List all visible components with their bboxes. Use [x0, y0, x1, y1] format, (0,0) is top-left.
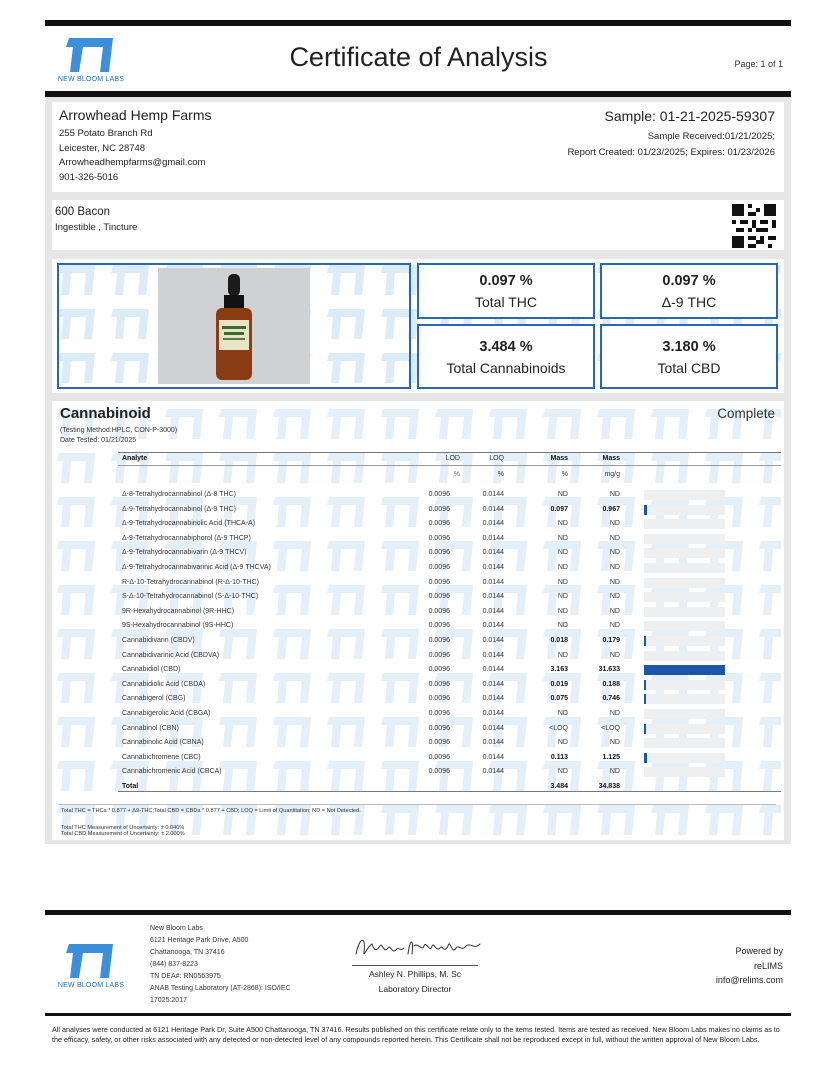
mass-mg-value: ND	[609, 520, 620, 528]
loq-value: 0.0144	[482, 768, 504, 776]
analyte-name: Cannabinol (CBN)	[122, 724, 179, 732]
mass-pct-value: <LOQ	[549, 724, 568, 732]
lod-value: 0.0096	[428, 637, 450, 644]
analyte-name: Δ-9-Tetrahydrocannabiphorol (Δ-9 THCP)	[122, 534, 251, 542]
logo-text: NEW BLOOM LABS	[57, 76, 125, 83]
table-row	[122, 532, 732, 547]
mass-bar-fill	[644, 753, 647, 763]
mass-mg-value: ND	[609, 549, 620, 557]
lod-value: 0.0096	[428, 564, 450, 571]
lab-info-line: Chattanooga, TN 37416	[150, 949, 225, 956]
table-row	[122, 692, 732, 707]
table-row	[122, 722, 732, 737]
col-lod: LOD	[445, 455, 460, 462]
loq-value: 0.0144	[482, 520, 504, 528]
mass-bar-fill	[644, 694, 646, 704]
analyte-name: 9R-Hexahydrocannabinol (9R-HHC)	[122, 607, 235, 615]
lod-value: 0.0096	[428, 622, 450, 630]
client-phone: 901-326-5016	[59, 172, 119, 183]
loq-value: 0.0144	[482, 739, 504, 747]
summary-value: 0.097 %	[479, 273, 533, 289]
lod-value: 0.0096	[428, 491, 450, 498]
mass-bar-track	[644, 665, 725, 675]
lod-value: 0.0096	[428, 768, 450, 776]
loq-value: 0.0144	[482, 505, 504, 513]
analyte-name: Δ-9-Tetrahydrocannabinol (Δ-9 THC)	[122, 505, 237, 513]
summary-label: Total THC	[475, 294, 537, 310]
unit-loq: %	[497, 471, 504, 478]
signer-name: Ashley N. Phillips, M. Sc	[368, 969, 462, 979]
mass-bar-track	[644, 490, 725, 500]
loq-value: 0.0144	[482, 637, 504, 644]
logo-mark-icon	[61, 940, 121, 980]
summary-value: 3.484 %	[479, 339, 533, 355]
footer-logo	[52, 940, 130, 989]
lod-value: 0.0096	[428, 534, 450, 542]
lab-info-line: ANAB Testing Laboratory (AT-2868): ISO/IEC	[150, 985, 291, 992]
loq-value: 0.0144	[482, 695, 504, 703]
unit-mass-mg: mg/g	[604, 471, 620, 478]
lod-value: 0.0096	[428, 753, 450, 761]
mass-pct-value: 0.097	[550, 505, 568, 513]
summary-value: 3.180 %	[662, 339, 716, 355]
lod-value: 0.0096	[428, 578, 450, 586]
mass-mg-value: 1.125	[602, 753, 620, 761]
mass-pct-value: ND	[557, 520, 568, 528]
loq-value: 0.0144	[482, 710, 504, 717]
summary-value: 0.097 %	[662, 273, 716, 289]
unit-mass-pct: %	[561, 471, 568, 478]
lod-value: 0.0096	[428, 724, 450, 732]
lod-value: 0.0096	[428, 549, 450, 557]
mass-mg-value: ND	[609, 564, 620, 571]
loq-value: 0.0144	[482, 578, 504, 586]
mass-mg-value: ND	[609, 491, 620, 498]
lab-info-line: (844) 837-8223	[150, 961, 198, 968]
mass-mg-value: ND	[609, 739, 620, 747]
analyte-name: Cannabichromenic Acid (CBCA)	[122, 768, 222, 776]
table-row	[122, 590, 732, 605]
page-number: Page: 1 of 1	[734, 59, 783, 69]
mass-bar-track	[644, 636, 725, 646]
table-row	[122, 678, 732, 693]
powered-brand: reLIMS	[753, 961, 783, 971]
mass-mg-value: ND	[609, 607, 620, 615]
footer-rule	[45, 910, 791, 915]
client-address1: 255 Potato Branch Rd	[59, 128, 153, 139]
table-row	[122, 561, 732, 576]
lod-value: 0.0096	[428, 739, 450, 747]
analyte-name: Cannabidiol (CBD)	[122, 666, 181, 674]
sample-received: Sample Received:01/21/2025;	[647, 131, 775, 142]
col-analyte: Analyte	[122, 455, 148, 462]
table-row	[122, 634, 732, 649]
mass-mg-value: 31.633	[598, 666, 620, 674]
lod-value: 0.0096	[428, 505, 450, 513]
analyte-name: Δ-9-Tetrahydrocannabivarinic Acid (Δ-9 THCVA)	[122, 564, 271, 571]
mass-mg-value: ND	[609, 710, 620, 717]
mass-bar-track	[644, 578, 725, 588]
table-rule	[118, 465, 781, 466]
analyte-name: S-Δ-10-Tetrahydrocannabinol (S-Δ-10-THC)	[122, 593, 259, 601]
qr-code-icon[interactable]	[732, 204, 776, 248]
analyte-name: Δ-9-Tetrahydrocannabivarin (Δ-9 THCV)	[122, 549, 247, 557]
loq-value: 0.0144	[482, 549, 504, 557]
mass-bar-track	[644, 651, 725, 661]
footnote: Total THC = THCa * 0.877 + Δ9-THC;Total CBD = CBDa * 0.877 + CBD; LOQ = Limit of Quantitation; ND = Not Detected.	[61, 808, 361, 814]
mass-pct-value: ND	[557, 651, 568, 659]
product-name: 600 Bacon	[55, 206, 110, 218]
mass-pct-value: ND	[557, 622, 568, 630]
loq-value: 0.0144	[482, 491, 504, 498]
mass-pct-value: ND	[557, 768, 568, 776]
loq-value: 0.0144	[482, 680, 504, 688]
analyte-name: R-Δ-10-Tetrahydrocannabinol (R-Δ-10-THC)	[122, 578, 259, 586]
mass-mg-value: 0.179	[602, 637, 620, 644]
product-photo	[158, 268, 310, 384]
loq-value: 0.0144	[482, 534, 504, 542]
summary-delta9-thc	[600, 263, 778, 319]
mass-pct-value: 0.018	[550, 637, 568, 644]
summary-total-cannabinoids	[417, 324, 595, 389]
product-panel	[45, 197, 791, 255]
table-row	[122, 488, 732, 503]
col-mass-pct: Mass	[550, 455, 568, 462]
mass-pct-value: ND	[557, 534, 568, 542]
table-row	[122, 605, 732, 620]
summary-total-thc	[417, 263, 595, 319]
mass-bar-track	[644, 505, 725, 515]
mass-bar-track	[644, 607, 725, 617]
loq-value: 0.0144	[482, 607, 504, 615]
table-rule	[118, 452, 781, 453]
table-row	[122, 576, 732, 591]
testing-method: (Testing Method:HPLC, CON-P-3000)	[60, 427, 178, 434]
lab-info-line: 6121 Heritage Park Drive, A500	[150, 937, 249, 944]
mass-bar-fill	[644, 636, 646, 646]
signature-line	[352, 965, 478, 966]
mass-pct-value: ND	[557, 549, 568, 557]
analyte-name: Cannabigerolic Acid (CBGA)	[122, 710, 211, 717]
analyte-name: Cannabinolic Acid (CBNA)	[122, 739, 204, 747]
unit-lod: %	[453, 471, 460, 478]
table-row	[122, 546, 732, 561]
mass-bar-track	[644, 694, 725, 704]
mass-bar-track	[644, 767, 725, 777]
mass-pct-value: ND	[557, 710, 568, 717]
mass-bar-fill	[644, 724, 646, 734]
mass-pct-value: 3.163	[550, 666, 568, 674]
report-dates: Report Created: 01/23/2025; Expires: 01/23/2026	[567, 147, 775, 158]
mass-mg-value: ND	[609, 534, 620, 542]
analyte-name: Cannabigerol (CBG)	[122, 695, 186, 703]
status-badge: Complete	[717, 406, 775, 421]
analyte-name: Δ-8-Tetrahydrocannabinol (Δ-8 THC)	[122, 491, 237, 498]
lab-info-line: New Bloom Labs	[150, 925, 203, 932]
mass-pct-value: 0.075	[550, 695, 568, 703]
loq-value: 0.0144	[482, 593, 504, 601]
contact-email[interactable]: info@relims.com	[715, 975, 783, 985]
mass-mg-value: 0.746	[602, 695, 620, 703]
lod-value: 0.0096	[428, 607, 450, 615]
summary-total-cbd	[600, 324, 778, 389]
client-name: Arrowhead Hemp Farms	[59, 107, 212, 123]
total-mass-mg: 34.838	[598, 783, 620, 790]
mass-bar-track	[644, 709, 725, 719]
logo-text: NEW BLOOM LABS	[57, 982, 125, 989]
lab-info-line: 17025:2017	[150, 997, 187, 1004]
mass-pct-value: 0.019	[550, 680, 568, 688]
top-rule	[45, 20, 791, 26]
client-email: Arrowheadhempfarms@gmail.com	[59, 157, 206, 168]
mass-pct-value: 0.113	[550, 753, 568, 761]
lod-value: 0.0096	[428, 520, 450, 528]
page-title: Certificate of Analysis	[289, 42, 548, 72]
mass-pct-value: ND	[557, 739, 568, 747]
table-row	[122, 619, 732, 634]
signature-image	[352, 932, 492, 962]
powered-by: Powered by	[735, 946, 783, 956]
summary-label: Δ-9 THC	[661, 294, 717, 310]
lod-value: 0.0096	[428, 666, 450, 674]
total-label: Total	[122, 783, 139, 790]
summary-label: Total CBD	[657, 360, 721, 376]
col-mass-mg: Mass	[602, 455, 620, 462]
mass-bar-fill	[644, 505, 647, 515]
total-mass-pct: 3.484	[550, 783, 568, 790]
section-title: Cannabinoid	[60, 405, 151, 422]
mass-bar-fill	[644, 665, 725, 675]
lod-value: 0.0096	[428, 680, 450, 688]
mass-bar-track	[644, 563, 725, 573]
mass-pct-value: ND	[557, 564, 568, 571]
table-row	[122, 751, 732, 766]
lod-value: 0.0096	[428, 651, 450, 659]
table-row	[122, 503, 732, 518]
mass-bar-track	[644, 753, 725, 763]
lod-value: 0.0096	[428, 695, 450, 703]
client-address2: Leicester, NC 28748	[59, 143, 146, 154]
summary-label: Total Cannabinoids	[446, 360, 566, 376]
table-rule	[58, 804, 776, 805]
lod-value: 0.0096	[428, 593, 450, 601]
mass-mg-value: ND	[609, 768, 620, 776]
analyte-name: 9S-Hexahydrocannabinol (9S-HHC)	[122, 622, 234, 630]
sample-id: Sample: 01-21-2025-59307	[604, 108, 775, 124]
table-row	[122, 663, 732, 678]
table-row	[122, 736, 732, 751]
mass-bar-track	[644, 519, 725, 529]
loq-value: 0.0144	[482, 564, 504, 571]
table-row	[122, 765, 732, 780]
product-type: Ingestible , Tincture	[55, 222, 138, 233]
analyte-name: Δ-9-Tetrahydrocannabinolic Acid (THCA-A)	[122, 520, 256, 528]
mass-pct-value: ND	[557, 491, 568, 498]
table-row	[122, 649, 732, 664]
mass-mg-value: <LOQ	[601, 724, 620, 732]
mass-bar-track	[644, 548, 725, 558]
uncertainty-cbd: Total CBD Measurement of Uncertainty: ± 2.000%	[61, 831, 185, 837]
loq-value: 0.0144	[482, 666, 504, 674]
table-row	[122, 707, 732, 722]
mass-pct-value: ND	[557, 607, 568, 615]
mass-pct-value: ND	[557, 593, 568, 601]
mass-bar-track	[644, 724, 725, 734]
lab-info-line: TN DEA#: RN0563975	[150, 973, 221, 980]
analyte-name: Cannabidivarin (CBDV)	[122, 637, 195, 644]
mass-bar-track	[644, 738, 725, 748]
mass-mg-value: 0.188	[602, 680, 620, 688]
mass-mg-value: ND	[609, 593, 620, 601]
date-tested: Date Tested: 01/21/2025	[60, 437, 137, 444]
lod-value: 0.0096	[428, 710, 450, 717]
footer-rule	[45, 1013, 791, 1016]
disclaimer: All analyses were conducted at 6121 Heritage Park Dr, Suite A500 Chattanooga, TN 37416. Results published on this certificate relate only to the items tested. Items are tested as received. New Bloom Labs makes no claims as to the efficacy, safety, or other risks associated with any detected or non-detected level of any compounds reported herein. This Certificate shall not be reproduced except in full, without the written approval of New Bloom Labs.	[52, 1025, 780, 1045]
mass-bar-fill	[644, 680, 646, 690]
analyte-name: Cannabichromene (CBC)	[122, 753, 201, 761]
table-row	[122, 517, 732, 532]
col-loq: LOQ	[489, 455, 504, 462]
analyte-name: Cannabidiolic Acid (CBDA)	[122, 680, 206, 688]
mass-bar-track	[644, 592, 725, 602]
mass-mg-value: ND	[609, 622, 620, 630]
uncertainty-thc: Total THC Measurement of Uncertainty: ± 0.040%	[61, 825, 185, 831]
mass-mg-value: ND	[609, 651, 620, 659]
loq-value: 0.0144	[482, 651, 504, 659]
mass-mg-value: 0.967	[602, 505, 620, 513]
signer-title: Laboratory Director	[378, 984, 452, 994]
mass-pct-value: ND	[557, 578, 568, 586]
loq-value: 0.0144	[482, 622, 504, 630]
analyte-name: Cannabidivarinic Acid (CBDVA)	[122, 651, 220, 659]
total-row	[122, 780, 732, 795]
mass-mg-value: ND	[609, 578, 620, 586]
loq-value: 0.0144	[482, 753, 504, 761]
mass-bar-track	[644, 534, 725, 544]
loq-value: 0.0144	[482, 724, 504, 732]
mass-bar-track	[644, 680, 725, 690]
mass-bar-track	[644, 621, 725, 631]
